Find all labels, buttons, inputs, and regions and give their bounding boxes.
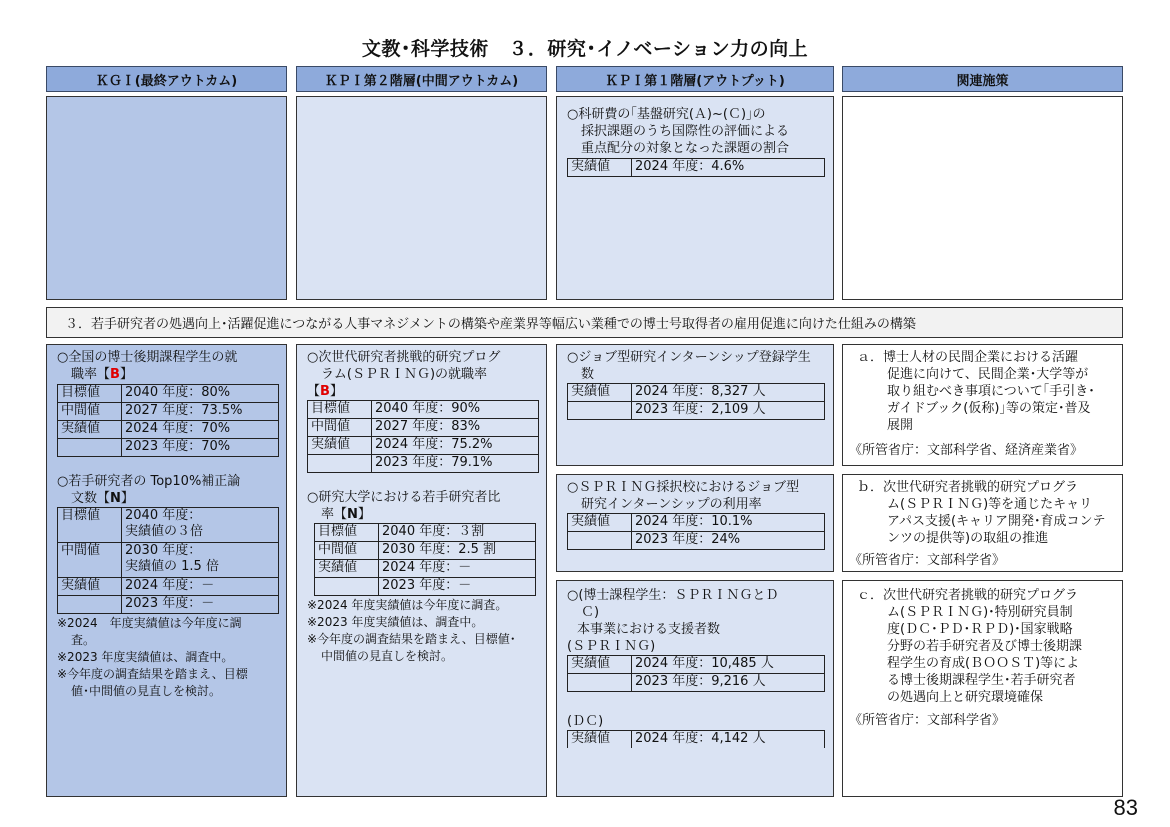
row-value: 2040 年度：３割 <box>379 524 536 542</box>
kpi1-top-value-table <box>567 158 825 177</box>
kpi1-box-2 <box>556 474 834 572</box>
row-value: 2023 年度：70% <box>122 439 279 457</box>
row-value: 2040 年度： <box>125 508 202 523</box>
table-row <box>58 596 279 614</box>
kpi1-box3-line-3: 本事業における支援者数 <box>577 622 721 637</box>
kpi2-top-cell <box>296 96 547 300</box>
page-number: 83 <box>1113 795 1138 820</box>
note-line: 値･中間値の見直しを検討。 <box>71 684 222 698</box>
header-measures: 関連施策 <box>842 66 1123 92</box>
dc-table <box>567 730 825 748</box>
row-value: 2024 年度：75.2% <box>372 437 539 455</box>
kgi-item2-table <box>57 507 279 614</box>
table-row <box>58 403 279 421</box>
table-row <box>568 656 825 674</box>
table-row <box>315 578 536 596</box>
measure-a-line: ａ．博士人材の民間企業における活躍 <box>857 350 1079 365</box>
table-row <box>58 439 279 457</box>
kpi1-box-1 <box>556 344 834 466</box>
note-line: ※2023 年度実績値は、調査中。 <box>307 615 484 629</box>
spring-table <box>567 655 825 692</box>
note-line: ※2024 年度実績値は今年度に調査。 <box>307 598 508 612</box>
row-value: 2024 年度：－ <box>122 578 279 596</box>
value-cell: 2024 年度：4.6% <box>632 159 825 177</box>
measure-c-line: ム(ＳＰＲＩＮＧ)･特別研究員制 <box>887 605 1073 620</box>
measure-c-ministry: 《所管省庁：文部科学省》 <box>849 713 1006 728</box>
row-value: 2023 年度：－ <box>379 578 536 596</box>
measure-c-line: 度(ＤＣ･ＰＤ･ＲＰＤ)･国家戦略 <box>887 622 1073 637</box>
measure-c-box <box>842 580 1123 797</box>
measure-a-ministry: 《所管省庁：文部科学省、経済産業省》 <box>849 443 1084 458</box>
kpi1-box2-table <box>567 513 825 550</box>
kgi-bottom-cell: ○全国の博士後期課程学生の就 職率【B】 目標値 2040 年度：80% 中間値 2027 年度：73.5% 実績値 2024 年度：70% 2023 年度：70% ○若手研究者の Top10%補正論 文数【N】 目標値 2040 年度： 実績値の３倍 中間値 2030 年度： 実績値の 1.5 倍 実績値 2024 年度：－ 2023 年度：－ ※2024 年度実績値は今年度に調 査。 ※2023 年度実績値は、調査中。 ※今年度の調査結果を踏まえ、目標 値･中間値の見直しを検討。 <box>46 344 287 797</box>
row-value: 2030 年度：2.5 割 <box>379 542 536 560</box>
row-value: 2027 年度：73.5% <box>122 403 279 421</box>
kpi2-item2-table <box>314 523 536 596</box>
measure-b-line: ｂ．次世代研究者挑戦的研究プログラ <box>857 480 1079 495</box>
row-label: 実績値 <box>568 656 632 674</box>
row-label <box>58 596 122 614</box>
table-row <box>58 578 279 596</box>
table-row <box>568 384 825 402</box>
table-row <box>308 437 539 455</box>
kpi1-box3-line-2: Ｃ) <box>581 605 600 620</box>
measure-c-line: る博士後期課程学生･若手研究者 <box>887 673 1076 688</box>
kpi1-top-line-2: 採択課題のうち国際性の評価による <box>581 124 790 139</box>
row-value: 2024 年度：－ <box>379 560 536 578</box>
row-value: 2023 年度：9,216 人 <box>632 674 825 692</box>
row-value: 2024 年度：70% <box>122 421 279 439</box>
table-row <box>58 421 279 439</box>
kpi1-top-line-3: 重点配分の対象となった課題の割合 <box>581 141 790 156</box>
measure-c-line: 程学生の育成(ＢＯＯＳＴ)等によ <box>887 656 1080 671</box>
measure-b-line: ンツの提供等)の取組の推進 <box>887 531 1049 546</box>
row-label: 実績値 <box>308 437 372 455</box>
measure-a-line: 取り組むべき事項について｢手引き･ <box>887 384 1095 399</box>
row-label: 実績値 <box>58 421 122 439</box>
table-row <box>568 402 825 420</box>
row-label: 実績値 <box>315 560 379 578</box>
measure-c-line: ｃ．次世代研究者挑戦的研究プログラ <box>857 588 1079 603</box>
table-row <box>58 508 279 543</box>
row-value: 2023 年度：24% <box>632 532 825 550</box>
row-value: 2030 年度： <box>125 543 202 558</box>
row-value: 2040 年度：90% <box>372 401 539 419</box>
page-title: 文教･科学技術 ３．研究･イノベーション力の向上 <box>361 38 809 60</box>
value-label: 実績値 <box>568 159 632 177</box>
header-kgi: ＫＧＩ(最終アウトカム) <box>46 66 287 92</box>
kpi2-bottom-cell: ○次世代研究者挑戦的研究プログ ラム(ＳＰＲＩＮＧ)の就職率 【B】 目標値 2040 年度：90% 中間値 2027 年度：83% 実績値 2024 年度：75.2% 2023 年度：79.1% ○研究大学における若手研究者比 率【N】 目標値 2040 年度：３割 中間値 2030 年度：2.5 割 実績値 2024 年度：－ 2023 年度：－ ※2024 年度実績値は今年度に調査。 ※2023 年度実績値は、調査中。 ※今年度の調査結果を踏まえ、目標値･ 中間値の見直しを検討。 <box>296 344 547 797</box>
row-label <box>568 532 632 550</box>
row-label: 中間値 <box>58 543 122 578</box>
measure-c-line: 分野の若手研究者及び博士後期課 <box>887 639 1083 654</box>
kgi-item1-line-2: 職率 <box>71 367 98 382</box>
kpi2-item1-line-1: ○次世代研究者挑戦的研究プログ <box>307 350 501 365</box>
row-value: 2024 年度：4,142 人 <box>632 731 825 749</box>
row-label <box>315 578 379 596</box>
row-label: 目標値 <box>58 508 122 543</box>
measure-a-line: 展開 <box>887 418 914 433</box>
row-label <box>568 402 632 420</box>
kgi-notes <box>57 615 282 700</box>
kpi1-box1-table <box>567 383 825 420</box>
row-label: 実績値 <box>568 731 632 749</box>
kpi2-notes <box>307 597 543 665</box>
table-row <box>315 524 536 542</box>
row-value: 2024 年度：10.1% <box>632 514 825 532</box>
row-value: 2024 年度：8,327 人 <box>632 384 825 402</box>
row-label <box>568 674 632 692</box>
table-row <box>568 731 825 749</box>
kpi1-box2-line-2: 研究インターンシップの利用率 <box>581 497 762 512</box>
measure-b-line: アパス支援(キャリア開発･育成コンテ <box>887 514 1106 529</box>
kgi-item2-line-1: ○若手研究者の Top10%補正論 <box>57 474 241 489</box>
table-row <box>568 532 825 550</box>
row-value: 実績値の３倍 <box>125 524 204 539</box>
row-label: 中間値 <box>315 542 379 560</box>
note-line: ※今年度の調査結果を踏まえ、目標 <box>57 667 248 681</box>
row-label: 中間値 <box>308 419 372 437</box>
row-value: 2040 年度：80% <box>122 385 279 403</box>
row-label: 実績値 <box>568 514 632 532</box>
row-label: 目標値 <box>308 401 372 419</box>
kgi-item2-line-2: 文数 <box>71 491 98 506</box>
header-kpi2: ＫＰＩ第２階層(中間アウトカム) <box>296 66 547 92</box>
row-label: 目標値 <box>58 385 122 403</box>
row-value: 2023 年度：－ <box>122 596 279 614</box>
row-label: 実績値 <box>568 384 632 402</box>
row-label: 中間値 <box>58 403 122 421</box>
header-kpi1: ＫＰＩ第１階層(アウトプット) <box>556 66 834 92</box>
kpi2-item2-line-2: 率 <box>321 507 335 522</box>
kgi-item1-line-1: ○全国の博士後期課程学生の就 <box>57 350 238 365</box>
measures-top-cell <box>842 96 1123 300</box>
section-title: ３．若手研究者の処遇向上･活躍促進につながる人事マネジメントの構築や産業界等幅広い業種での博士号取得者の雇用促進に向けた仕組みの構築 <box>46 307 1123 338</box>
note-line: 中間値の見直しを検討。 <box>321 649 454 663</box>
row-value: 2023 年度：2,109 人 <box>632 402 825 420</box>
table-row <box>315 560 536 578</box>
row-value: 2024 年度：10,485 人 <box>632 656 825 674</box>
table-row <box>315 542 536 560</box>
row-value: 2023 年度：79.1% <box>372 455 539 473</box>
measure-b-ministry: 《所管省庁：文部科学省》 <box>849 553 1006 568</box>
kpi1-box3-line-1: ○(博士課程学生：ＳＰＲＩＮＧとＤ <box>567 588 779 603</box>
row-label <box>58 439 122 457</box>
table-row <box>308 455 539 473</box>
row-label: 目標値 <box>315 524 379 542</box>
note-line: ※2024 年度実績値は今年度に調 <box>57 616 242 630</box>
measure-b-line: ム(ＳＰＲＩＮＧ)等を通じたキャリ <box>887 497 1093 512</box>
kpi1-top-line-1: ○科研費の｢基盤研究(Ａ)~(Ｃ)｣の <box>567 107 766 122</box>
table-row <box>568 514 825 532</box>
kgi-item1-rating: B <box>110 367 120 382</box>
table-row <box>308 419 539 437</box>
kpi2-item1-table <box>307 400 539 473</box>
measure-b-box <box>842 474 1123 572</box>
note-line: ※2023 年度実績値は、調査中。 <box>57 650 234 664</box>
row-value: 2027 年度：83% <box>372 419 539 437</box>
row-label: 実績値 <box>58 578 122 596</box>
kpi1-box2-line-1: ○ＳＰＲＩＮＧ採択校におけるジョブ型 <box>567 480 800 495</box>
kpi2-item1-line-2: ラム(ＳＰＲＩＮＧ)の就職率 <box>321 367 488 382</box>
note-line: 査。 <box>71 633 96 647</box>
table-row <box>568 674 825 692</box>
measure-c-line: の処遇向上と研究環境確保 <box>887 690 1044 705</box>
kpi1-top-cell <box>556 96 834 300</box>
row-label <box>308 455 372 473</box>
note-line: ※今年度の調査結果を踏まえ、目標値･ <box>307 632 516 646</box>
spring-label: (ＳＰＲＩＮＧ) <box>567 639 656 654</box>
table-row <box>58 543 279 578</box>
measure-a-box <box>842 344 1123 466</box>
table-row <box>308 401 539 419</box>
row-value: 実績値の 1.5 倍 <box>125 559 219 574</box>
kgi-item2-rating: N <box>110 491 121 506</box>
kpi1-box1-line-2: 数 <box>581 367 595 382</box>
measure-a-line: ガイドブック(仮称)｣等の策定･普及 <box>887 401 1091 416</box>
kgi-item1-table <box>57 384 279 457</box>
kpi1-box1-line-1: ○ジョブ型研究インターンシップ登録学生 <box>567 350 811 365</box>
kpi2-item2-line-1: ○研究大学における若手研究者比 <box>307 490 501 505</box>
kpi2-item2-rating: N <box>347 507 358 522</box>
dc-label: (ＤＣ) <box>567 714 604 729</box>
table-row <box>568 159 825 177</box>
measure-a-line: 促進に向けて、民間企業･大学等が <box>887 367 1089 382</box>
kpi2-item1-rating: B <box>320 384 330 399</box>
kpi1-box-3 <box>556 580 834 797</box>
table-row <box>58 385 279 403</box>
kgi-top-cell <box>46 96 287 300</box>
